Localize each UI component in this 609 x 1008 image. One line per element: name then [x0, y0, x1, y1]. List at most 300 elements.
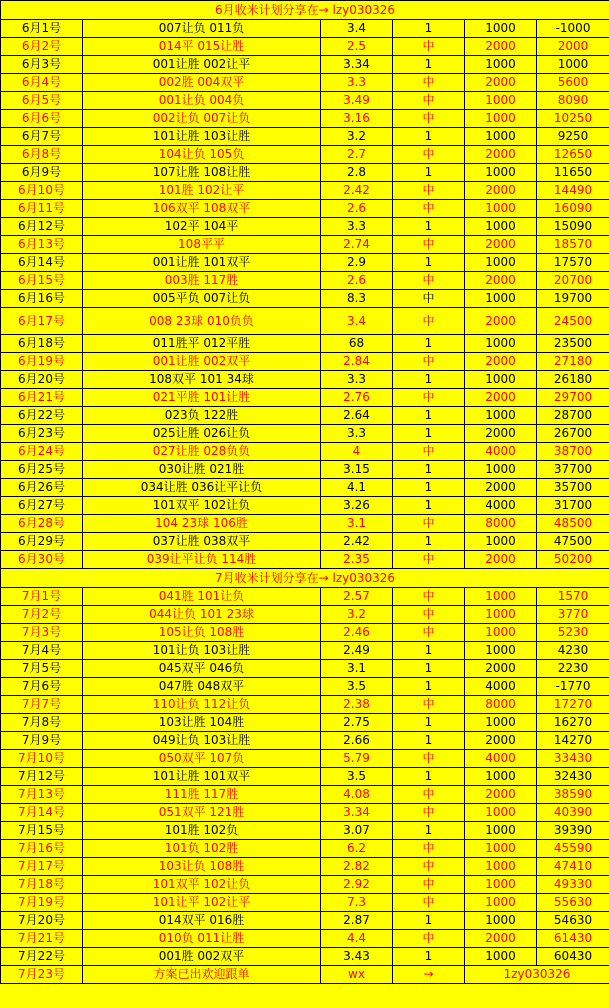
- odds-cell: 2.49: [321, 642, 393, 660]
- stake-cell: 4000: [465, 750, 537, 768]
- pick-cell: 007让负 011负: [83, 20, 321, 38]
- result-cell: 中: [393, 200, 465, 218]
- result-cell: 1: [393, 371, 465, 389]
- table-row: [1, 254, 609, 272]
- stake-cell: 2000: [465, 353, 537, 371]
- table-row: [1, 804, 609, 822]
- balance-cell: 12650: [537, 146, 609, 164]
- plan-table-body: [1, 1, 609, 984]
- result-cell: 1: [393, 497, 465, 515]
- stake-cell: 2000: [465, 479, 537, 497]
- table-row: [1, 272, 609, 290]
- odds-cell: 2.75: [321, 714, 393, 732]
- odds-cell: 2.46: [321, 624, 393, 642]
- stake-cell: 2000: [465, 389, 537, 407]
- date-cell: 7月6号: [1, 678, 83, 696]
- odds-cell: 3.43: [321, 948, 393, 966]
- pick-cell: 027让胜 028负负: [83, 443, 321, 461]
- stake-cell: 1000: [465, 948, 537, 966]
- result-cell: 中: [393, 308, 465, 335]
- odds-cell: 2.64: [321, 407, 393, 425]
- pick-cell: 034让胜 036让平让负: [83, 479, 321, 497]
- balance-cell: 23500: [537, 335, 609, 353]
- balance-cell: 5600: [537, 74, 609, 92]
- stake-cell: 2000: [465, 146, 537, 164]
- pick-cell: 047胜 048双平: [83, 678, 321, 696]
- balance-cell: 17570: [537, 254, 609, 272]
- odds-cell: 3.1: [321, 515, 393, 533]
- odds-cell: 2.42: [321, 533, 393, 551]
- pick-cell: 014平 015让胜: [83, 38, 321, 56]
- stake-cell: 4000: [465, 678, 537, 696]
- balance-cell: 47410: [537, 858, 609, 876]
- pick-cell: 044让负 101 23球: [83, 606, 321, 624]
- pick-cell: 037让胜 038双平: [83, 533, 321, 551]
- balance-cell: 31700: [537, 497, 609, 515]
- odds-cell: 3.26: [321, 497, 393, 515]
- pick-cell: 001让胜 101双平: [83, 254, 321, 272]
- date-cell: 6月23号: [1, 425, 83, 443]
- odds-cell: 3.5: [321, 678, 393, 696]
- odds-cell: 3.3: [321, 218, 393, 236]
- balance-cell: 15090: [537, 218, 609, 236]
- balance-cell: 38700: [537, 443, 609, 461]
- table-row: [1, 768, 609, 786]
- table-row: [1, 443, 609, 461]
- pick-cell: 001让负 004负: [83, 92, 321, 110]
- table-row: [1, 696, 609, 714]
- balance-cell: 50200: [537, 551, 609, 569]
- pick-cell: 039让平让负 114胜: [83, 551, 321, 569]
- stake-cell: 2000: [465, 236, 537, 254]
- date-cell: 6月28号: [1, 515, 83, 533]
- pick-cell: 101让胜 103让胜: [83, 128, 321, 146]
- stake-cell: 2000: [465, 182, 537, 200]
- date-cell: 7月12号: [1, 768, 83, 786]
- table-row: [1, 660, 609, 678]
- odds-cell: 2.9: [321, 254, 393, 272]
- balance-cell: 20700: [537, 272, 609, 290]
- table-row: [1, 371, 609, 389]
- date-cell: 7月2号: [1, 606, 83, 624]
- date-cell: 6月17号: [1, 308, 83, 335]
- pick-cell: 025让胜 026让负: [83, 425, 321, 443]
- date-cell: 6月29号: [1, 533, 83, 551]
- table-row: [1, 822, 609, 840]
- odds-cell: 3.2: [321, 606, 393, 624]
- stake-cell: 2000: [465, 930, 537, 948]
- table-row: [1, 948, 609, 966]
- odds-cell: 3.49: [321, 92, 393, 110]
- stake-cell: 1000: [465, 533, 537, 551]
- date-cell: 6月19号: [1, 353, 83, 371]
- balance-cell: 26180: [537, 371, 609, 389]
- pick-cell: 001胜 002双平: [83, 948, 321, 966]
- table-row: [1, 110, 609, 128]
- table-row: [1, 750, 609, 768]
- odds-cell: 3.34: [321, 804, 393, 822]
- pick-cell: 011胜平 012平胜: [83, 335, 321, 353]
- balance-cell: 17270: [537, 696, 609, 714]
- odds-cell: 6.2: [321, 840, 393, 858]
- pick-cell: 005平负 007让负: [83, 290, 321, 308]
- date-cell: 7月1号: [1, 588, 83, 606]
- odds-cell: 68: [321, 335, 393, 353]
- odds-cell: 3.07: [321, 822, 393, 840]
- balance-cell: 28700: [537, 407, 609, 425]
- table-row: [1, 515, 609, 533]
- result-cell: 中: [393, 353, 465, 371]
- table-row: [1, 714, 609, 732]
- section-title: 7月收米计划分享在→ lzy030326: [1, 569, 609, 588]
- odds-cell: 4.1: [321, 479, 393, 497]
- result-cell: 中: [393, 272, 465, 290]
- date-cell: 6月15号: [1, 272, 83, 290]
- date-cell: 7月15号: [1, 822, 83, 840]
- stake-cell: 2000: [465, 660, 537, 678]
- odds-cell: 4: [321, 443, 393, 461]
- date-cell: 7月13号: [1, 786, 83, 804]
- table-row: [1, 218, 609, 236]
- date-cell: 6月27号: [1, 497, 83, 515]
- result-cell: 1: [393, 533, 465, 551]
- stake-cell: 1000: [465, 804, 537, 822]
- date-cell: 6月4号: [1, 74, 83, 92]
- odds-cell: 3.3: [321, 425, 393, 443]
- date-cell: 6月21号: [1, 389, 83, 407]
- table-row: [1, 200, 609, 218]
- result-cell: 中: [393, 930, 465, 948]
- date-cell: 6月26号: [1, 479, 83, 497]
- pick-cell: 002胜 004双平: [83, 74, 321, 92]
- table-row: [1, 624, 609, 642]
- balance-cell: 55630: [537, 894, 609, 912]
- balance-cell: 2000: [537, 38, 609, 56]
- stake-cell: 1000: [465, 110, 537, 128]
- pick-cell: 110让负 112让负: [83, 696, 321, 714]
- table-row: [1, 678, 609, 696]
- pick-cell: 021平胜 101让胜: [83, 389, 321, 407]
- odds-cell: 2.74: [321, 236, 393, 254]
- balance-cell: 49330: [537, 876, 609, 894]
- table-row: [1, 38, 609, 56]
- result-cell: 中: [393, 624, 465, 642]
- result-cell: 中: [393, 606, 465, 624]
- balance-cell: 48500: [537, 515, 609, 533]
- result-cell: →: [393, 966, 465, 984]
- pick-cell: 103让负 108胜: [83, 858, 321, 876]
- pick-cell: 108平平: [83, 236, 321, 254]
- stake-cell: 4000: [465, 443, 537, 461]
- result-cell: 1: [393, 768, 465, 786]
- stake-cell: 1000: [465, 768, 537, 786]
- date-cell: 7月23号: [1, 966, 83, 984]
- odds-cell: 4.4: [321, 930, 393, 948]
- table-row: [1, 74, 609, 92]
- pick-cell: 103让胜 104胜: [83, 714, 321, 732]
- date-cell: 7月7号: [1, 696, 83, 714]
- balance-cell: 3770: [537, 606, 609, 624]
- pick-cell: 108双平 101 34球: [83, 371, 321, 389]
- stake-cell: 4000: [465, 497, 537, 515]
- pick-cell: 002让负 007让负: [83, 110, 321, 128]
- table-row: [1, 642, 609, 660]
- odds-cell: 2.35: [321, 551, 393, 569]
- balance-cell: 35700: [537, 479, 609, 497]
- balance-cell: 54630: [537, 912, 609, 930]
- date-cell: 6月2号: [1, 38, 83, 56]
- stake-cell: 8000: [465, 696, 537, 714]
- balance-cell: 33430: [537, 750, 609, 768]
- date-cell: 7月17号: [1, 858, 83, 876]
- table-row: [1, 606, 609, 624]
- result-cell: 中: [393, 804, 465, 822]
- odds-cell: 3.4: [321, 308, 393, 335]
- stake-cell: 1000: [465, 164, 537, 182]
- balance-cell: 14490: [537, 182, 609, 200]
- table-row: [1, 732, 609, 750]
- result-cell: 1: [393, 254, 465, 272]
- stake-cell: 1000: [465, 606, 537, 624]
- odds-cell: 3.4: [321, 20, 393, 38]
- result-cell: 1: [393, 461, 465, 479]
- odds-cell: 3.15: [321, 461, 393, 479]
- table-row: [1, 912, 609, 930]
- table-row: [1, 966, 609, 984]
- balance-cell: 29700: [537, 389, 609, 407]
- result-cell: 1: [393, 218, 465, 236]
- date-cell: 7月5号: [1, 660, 83, 678]
- table-row: [1, 425, 609, 443]
- odds-cell: 2.42: [321, 182, 393, 200]
- result-cell: 1: [393, 732, 465, 750]
- odds-cell: 2.92: [321, 876, 393, 894]
- table-row: [1, 236, 609, 254]
- table-row: [1, 407, 609, 425]
- pick-cell: 101胜 102负: [83, 822, 321, 840]
- pick-cell: 050双平 107负: [83, 750, 321, 768]
- result-cell: 1: [393, 479, 465, 497]
- stake-cell: 1000: [465, 840, 537, 858]
- date-cell: 7月9号: [1, 732, 83, 750]
- result-cell: 中: [393, 110, 465, 128]
- balance-cell: 16270: [537, 714, 609, 732]
- odds-cell: 2.84: [321, 353, 393, 371]
- odds-cell: 8.3: [321, 290, 393, 308]
- stake-cell: 1000: [465, 642, 537, 660]
- table-row: [1, 479, 609, 497]
- date-cell: 7月14号: [1, 804, 83, 822]
- balance-cell: 8090: [537, 92, 609, 110]
- result-cell: 1: [393, 678, 465, 696]
- balance-cell: 14270: [537, 732, 609, 750]
- balance-cell: 16090: [537, 200, 609, 218]
- stake-cell: 1000: [465, 218, 537, 236]
- date-cell: 6月18号: [1, 335, 83, 353]
- result-cell: 中: [393, 588, 465, 606]
- date-cell: 6月9号: [1, 164, 83, 182]
- stake-cell: 1000: [465, 290, 537, 308]
- pick-cell: 方案已出欢迎跟单: [83, 966, 321, 984]
- balance-cell: 5230: [537, 624, 609, 642]
- stake-cell: 1000: [465, 20, 537, 38]
- date-cell: 7月18号: [1, 876, 83, 894]
- stake-cell: 8000: [465, 515, 537, 533]
- pick-cell: 014双平 016胜: [83, 912, 321, 930]
- pick-cell: 049让负 103让胜: [83, 732, 321, 750]
- result-cell: 中: [393, 786, 465, 804]
- balance-cell: 37700: [537, 461, 609, 479]
- balance-cell: 4230: [537, 642, 609, 660]
- pick-cell: 101双平 102让负: [83, 497, 321, 515]
- stake-cell: 2000: [465, 38, 537, 56]
- stake-cell: 1000: [465, 371, 537, 389]
- date-cell: 7月22号: [1, 948, 83, 966]
- result-cell: 中: [393, 840, 465, 858]
- result-cell: 中: [393, 750, 465, 768]
- balance-cell: -1770: [537, 678, 609, 696]
- pick-cell: 001让胜 002让平: [83, 56, 321, 74]
- table-row: [1, 551, 609, 569]
- odds-cell: 3.2: [321, 128, 393, 146]
- odds-cell: 2.57: [321, 588, 393, 606]
- stake-cell: 1000: [465, 92, 537, 110]
- pick-cell: 104让负 105负: [83, 146, 321, 164]
- date-cell: 6月16号: [1, 290, 83, 308]
- balance-cell: 32430: [537, 768, 609, 786]
- result-cell: 1: [393, 948, 465, 966]
- date-cell: 7月21号: [1, 930, 83, 948]
- date-cell: 6月10号: [1, 182, 83, 200]
- stake-cell: 1000: [465, 624, 537, 642]
- odds-cell: 2.6: [321, 200, 393, 218]
- pick-cell: 101让胜 101双平: [83, 768, 321, 786]
- balance-cell: 40390: [537, 804, 609, 822]
- stake-cell: 1000: [465, 912, 537, 930]
- result-cell: 1: [393, 425, 465, 443]
- stake-cell: 2000: [465, 74, 537, 92]
- odds-cell: 3.3: [321, 74, 393, 92]
- balance-cell: 45590: [537, 840, 609, 858]
- pick-cell: 023负 122胜: [83, 407, 321, 425]
- balance-cell: 1570: [537, 588, 609, 606]
- pick-cell: 106双平 108双平: [83, 200, 321, 218]
- odds-cell: 3.3: [321, 371, 393, 389]
- odds-cell: 3.16: [321, 110, 393, 128]
- section-header-row: [1, 569, 609, 588]
- stake-cell: 1000: [465, 335, 537, 353]
- date-cell: 6月5号: [1, 92, 83, 110]
- pick-cell: 102平 104平: [83, 218, 321, 236]
- stake-cell: 1000: [465, 876, 537, 894]
- date-cell: 6月3号: [1, 56, 83, 74]
- result-cell: 中: [393, 443, 465, 461]
- balance-cell: 9250: [537, 128, 609, 146]
- table-row: [1, 164, 609, 182]
- pick-cell: 105让负 108胜: [83, 624, 321, 642]
- stake-cell: 2000: [465, 425, 537, 443]
- stake-cell: 1zy030326: [465, 966, 609, 984]
- odds-cell: 2.5: [321, 38, 393, 56]
- stake-cell: 1000: [465, 407, 537, 425]
- date-cell: 6月30号: [1, 551, 83, 569]
- result-cell: 1: [393, 714, 465, 732]
- date-cell: 7月20号: [1, 912, 83, 930]
- balance-cell: 10250: [537, 110, 609, 128]
- table-row: [1, 894, 609, 912]
- table-row: [1, 56, 609, 74]
- stake-cell: 2000: [465, 272, 537, 290]
- odds-cell: 2.7: [321, 146, 393, 164]
- odds-cell: 2.38: [321, 696, 393, 714]
- table-row: [1, 389, 609, 407]
- section-title: 6月收米计划分享在→ lzy030326: [1, 1, 609, 20]
- pick-cell: 107让胜 108让胜: [83, 164, 321, 182]
- stake-cell: 2000: [465, 732, 537, 750]
- table-row: [1, 588, 609, 606]
- result-cell: 1: [393, 335, 465, 353]
- date-cell: 7月19号: [1, 894, 83, 912]
- balance-cell: 2230: [537, 660, 609, 678]
- odds-cell: 5.79: [321, 750, 393, 768]
- stake-cell: 1000: [465, 588, 537, 606]
- result-cell: 中: [393, 182, 465, 200]
- result-cell: 中: [393, 389, 465, 407]
- result-cell: 1: [393, 642, 465, 660]
- result-cell: 中: [393, 74, 465, 92]
- date-cell: 6月25号: [1, 461, 83, 479]
- table-row: [1, 146, 609, 164]
- date-cell: 6月11号: [1, 200, 83, 218]
- result-cell: 中: [393, 236, 465, 254]
- date-cell: 6月12号: [1, 218, 83, 236]
- date-cell: 6月1号: [1, 20, 83, 38]
- date-cell: 6月8号: [1, 146, 83, 164]
- stake-cell: 2000: [465, 786, 537, 804]
- stake-cell: 1000: [465, 822, 537, 840]
- stake-cell: 2000: [465, 551, 537, 569]
- table-row: [1, 461, 609, 479]
- pick-cell: 101双平 102让负: [83, 876, 321, 894]
- result-cell: 1: [393, 660, 465, 678]
- table-row: [1, 92, 609, 110]
- stake-cell: 2000: [465, 308, 537, 335]
- result-cell: 中: [393, 92, 465, 110]
- balance-cell: 1000: [537, 56, 609, 74]
- stake-cell: 1000: [465, 56, 537, 74]
- balance-cell: 38590: [537, 786, 609, 804]
- stake-cell: 1000: [465, 200, 537, 218]
- pick-cell: 101负 102胜: [83, 840, 321, 858]
- odds-cell: 3.1: [321, 660, 393, 678]
- result-cell: 1: [393, 164, 465, 182]
- balance-cell: 26700: [537, 425, 609, 443]
- pick-cell: 051双平 121胜: [83, 804, 321, 822]
- result-cell: 1: [393, 20, 465, 38]
- table-row: [1, 308, 609, 335]
- stake-cell: 1000: [465, 461, 537, 479]
- pick-cell: 101胜 102让平: [83, 182, 321, 200]
- result-cell: 中: [393, 38, 465, 56]
- balance-cell: 27180: [537, 353, 609, 371]
- table-row: [1, 335, 609, 353]
- odds-cell: 2.87: [321, 912, 393, 930]
- pick-cell: 101让平 102让平: [83, 894, 321, 912]
- odds-cell: 3.34: [321, 56, 393, 74]
- balance-cell: 47500: [537, 533, 609, 551]
- table-row: [1, 20, 609, 38]
- table-row: [1, 930, 609, 948]
